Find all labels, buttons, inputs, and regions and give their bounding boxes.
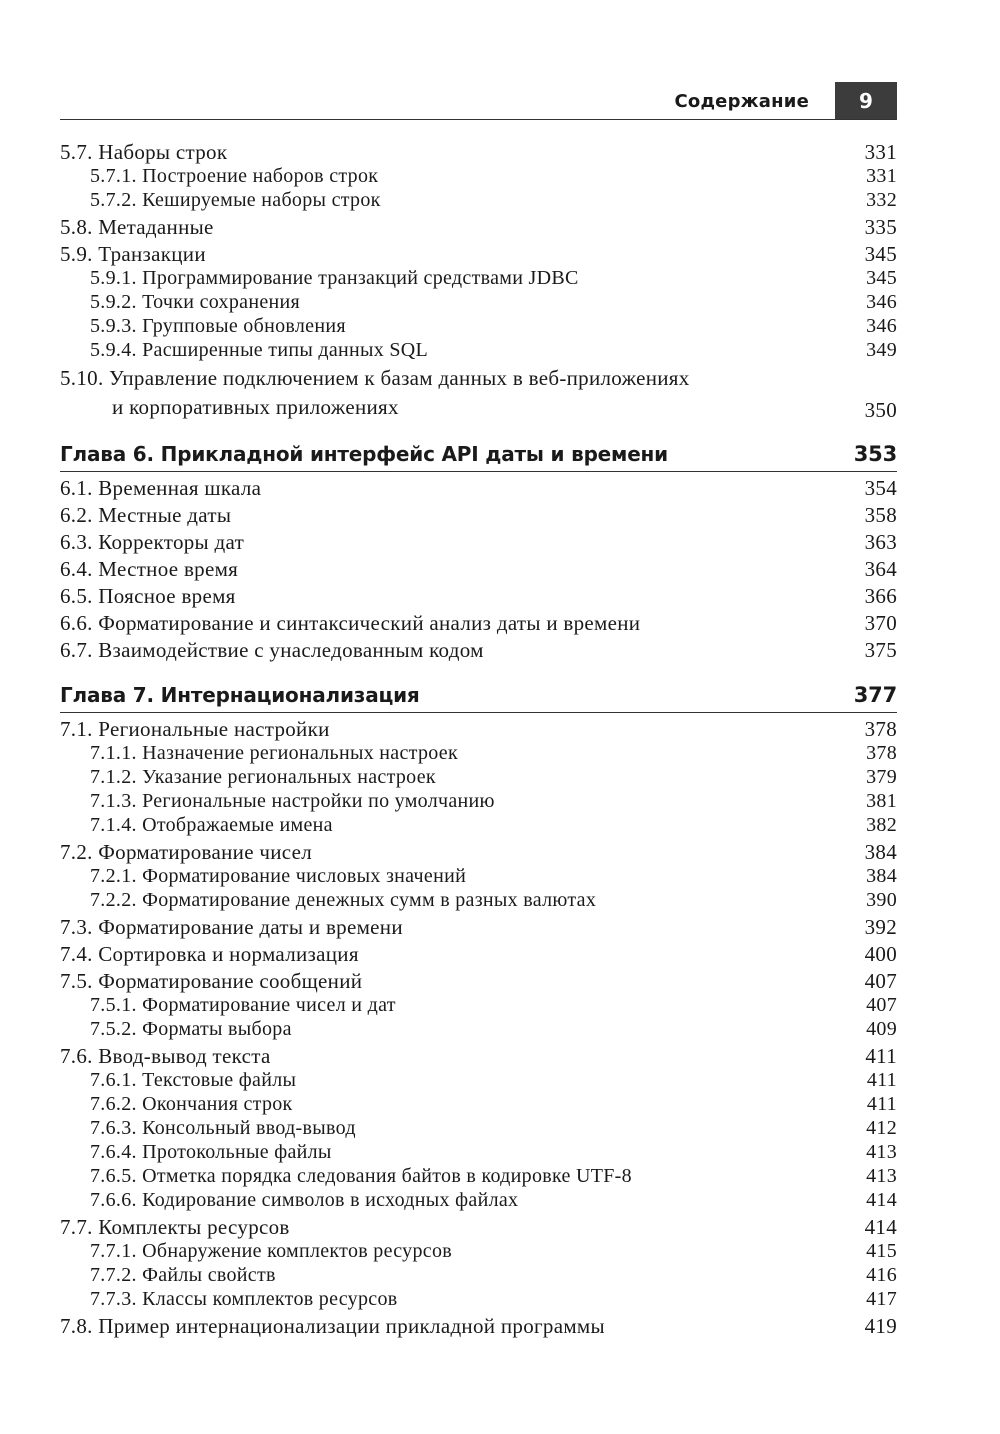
header-rule	[60, 119, 897, 120]
toc-entry-page: 379	[866, 766, 897, 788]
toc-entry[interactable]	[60, 813, 897, 837]
toc-entry[interactable]	[60, 314, 897, 338]
toc-entry[interactable]	[60, 942, 897, 966]
toc-entry[interactable]	[60, 969, 897, 993]
toc-entry[interactable]	[60, 266, 897, 290]
toc-entry-page: 346	[866, 315, 897, 337]
toc-entry-title: 7.7.1. Обнаружение комплектов ресурсов	[90, 1240, 453, 1262]
chapter-page: 353	[853, 442, 897, 466]
running-header	[60, 82, 897, 120]
toc-entry[interactable]	[60, 789, 897, 813]
toc-entry-title: 7.6.3. Консольный ввод-вывод	[90, 1117, 356, 1139]
toc-entry-title: 6.7. Взаимодействие с унаследованным кодом	[60, 638, 484, 662]
toc-entry-page: 331	[864, 140, 897, 164]
toc-entry-title: 7.6.4. Протокольные файлы	[90, 1141, 332, 1163]
toc-entry-page: 417	[866, 1288, 897, 1310]
toc-entry-title: 7.7.3. Классы комплектов ресурсов	[90, 1288, 398, 1310]
toc-entry[interactable]	[60, 1314, 897, 1338]
toc-entry-page: 358	[864, 503, 897, 527]
toc-entry-title: 7.2.1. Форматирование числовых значений	[90, 865, 467, 887]
toc-entry[interactable]	[60, 1017, 897, 1041]
toc-entry-page: 370	[864, 611, 897, 635]
toc-entry[interactable]	[60, 915, 897, 939]
toc-entry-page: 331	[866, 165, 897, 187]
toc-entry-page: 392	[864, 915, 897, 939]
toc-entry-title: 6.6. Форматирование и синтаксический анализ даты и времени	[60, 611, 641, 635]
toc-entry[interactable]	[60, 1287, 897, 1311]
toc-entry-title: 7.5.2. Форматы выбора	[90, 1018, 292, 1040]
toc-entry-page: 345	[864, 242, 897, 266]
toc-entry-page: 419	[864, 1314, 897, 1338]
toc-entry-page: 416	[866, 1264, 897, 1286]
toc-entry-title: 7.1.3. Региональные настройки по умолчанию	[90, 790, 495, 812]
toc-entry-title: 6.3. Корректоры дат	[60, 530, 245, 554]
toc-entry[interactable]	[60, 888, 897, 912]
toc-entry-title: 6.5. Поясное время	[60, 584, 236, 608]
toc-entry-page: 354	[864, 476, 897, 500]
toc-entry[interactable]	[60, 1116, 897, 1140]
toc-entry-title: 6.2. Местные даты	[60, 503, 232, 527]
toc-entry-page: 400	[864, 942, 897, 966]
toc-entry-page: 412	[866, 1117, 897, 1139]
toc-entry[interactable]	[60, 290, 897, 314]
toc-entry[interactable]	[60, 864, 897, 888]
toc-entry-title: 5.8. Метаданные	[60, 215, 214, 239]
toc-entry-page: 384	[866, 865, 897, 887]
toc-entry-title: 5.9.3. Групповые обновления	[90, 315, 346, 337]
toc-entry-page: 414	[864, 1215, 897, 1239]
toc-entry-page: 345	[866, 267, 897, 289]
toc-entry-page: 409	[866, 1018, 897, 1040]
toc-entry-title: 7.6.6. Кодирование символов в исходных файлах	[90, 1189, 519, 1211]
toc-entry[interactable]	[60, 1164, 897, 1188]
toc-entry-title: 5.7. Наборы строк	[60, 140, 228, 164]
toc-entry[interactable]	[60, 557, 897, 581]
toc-entry[interactable]	[60, 364, 897, 422]
toc-entry-page: 350	[864, 398, 897, 422]
toc-entry-title: 7.5. Форматирование сообщений	[60, 969, 363, 993]
toc-entry-title: 7.6.1. Текстовые файлы	[90, 1069, 297, 1091]
header-title: Содержание	[674, 91, 809, 112]
toc-entry[interactable]	[60, 1044, 897, 1068]
toc-entry[interactable]	[60, 140, 897, 164]
toc-entry[interactable]	[60, 584, 897, 608]
toc-entry-page: 346	[866, 291, 897, 313]
toc-entry[interactable]	[60, 1092, 897, 1116]
toc-entry-title: 7.1.1. Назначение региональных настроек	[90, 742, 458, 764]
toc-entry-page: 390	[866, 889, 897, 911]
toc-entry[interactable]	[60, 1068, 897, 1092]
toc-entry-page: 413	[866, 1141, 897, 1163]
toc-entry-title: 7.4. Сортировка и нормализация	[60, 942, 359, 966]
toc-chapter-7[interactable]	[60, 683, 897, 713]
toc-entry-page: 332	[866, 189, 897, 211]
toc-entry-title: 7.5.1. Форматирование чисел и дат	[90, 994, 396, 1016]
toc-entry-title: 7.2. Форматирование чисел	[60, 840, 313, 864]
toc-entry-page: 349	[866, 339, 897, 361]
toc-entry-title: 7.7. Комплекты ресурсов	[60, 1215, 290, 1239]
table-of-contents	[60, 140, 897, 1338]
toc-entry-page: 407	[864, 969, 897, 993]
toc-entry[interactable]	[60, 215, 897, 239]
toc-entry[interactable]	[60, 840, 897, 864]
toc-entry-title: 5.7.1. Построение наборов строк	[90, 165, 379, 187]
toc-entry-title-line2: и корпоративных приложениях	[112, 395, 399, 419]
toc-entry-title	[60, 364, 853, 422]
toc-entry-page: 363	[864, 530, 897, 554]
toc-entry-page: 415	[866, 1240, 897, 1262]
toc-entry-page: 364	[864, 557, 897, 581]
toc-entry-page: 366	[864, 584, 897, 608]
toc-entry-page: 335	[864, 215, 897, 239]
toc-entry-page: 411	[866, 1069, 897, 1091]
toc-entry-title: 5.7.2. Кешируемые наборы строк	[90, 189, 381, 211]
toc-entry[interactable]	[60, 611, 897, 635]
toc-entry-title: 7.6. Ввод-вывод текста	[60, 1044, 271, 1068]
toc-entry[interactable]	[60, 530, 897, 554]
toc-entry[interactable]	[60, 188, 897, 212]
toc-entry-title: 7.3. Форматирование даты и времени	[60, 915, 403, 939]
toc-entry-page: 378	[866, 742, 897, 764]
chapter-title: Глава 7. Интернационализация	[60, 683, 420, 707]
toc-entry-page: 378	[864, 717, 897, 741]
toc-entry-page: 411	[866, 1093, 897, 1115]
toc-entry[interactable]	[60, 338, 897, 362]
toc-entry-title: 6.1. Временная шкала	[60, 476, 262, 500]
toc-entry[interactable]	[60, 1188, 897, 1212]
toc-entry-page: 407	[866, 994, 897, 1016]
toc-entry[interactable]	[60, 503, 897, 527]
toc-entry-title: 7.1. Региональные настройки	[60, 717, 330, 741]
toc-entry[interactable]	[60, 993, 897, 1017]
toc-entry-title: 5.9.1. Программирование транзакций средствами JDBC	[90, 267, 579, 289]
toc-entry-title-line1: 5.10. Управление подключением к базам данных в веб-приложениях	[60, 366, 690, 390]
toc-entry[interactable]	[60, 717, 897, 741]
page-number-badge: 9	[835, 82, 897, 120]
toc-entry[interactable]	[60, 164, 897, 188]
toc-entry[interactable]	[60, 741, 897, 765]
toc-entry[interactable]	[60, 1239, 897, 1263]
toc-entry-title: 7.6.5. Отметка порядка следования байтов в кодировке UTF-8	[90, 1165, 632, 1187]
toc-entry-title: 7.6.2. Окончания строк	[90, 1093, 293, 1115]
toc-entry-title: 7.1.2. Указание региональных настроек	[90, 766, 436, 788]
toc-entry-title: 7.2.2. Форматирование денежных сумм в разных валютах	[90, 889, 597, 911]
toc-entry-page: 384	[864, 840, 897, 864]
toc-entry-page: 375	[864, 638, 897, 662]
toc-entry[interactable]	[60, 1263, 897, 1287]
toc-entry[interactable]	[60, 476, 897, 500]
toc-entry-title: 7.8. Пример интернационализации прикладной программы	[60, 1314, 605, 1338]
toc-entry-title: 5.9.2. Точки сохранения	[90, 291, 301, 313]
toc-entry[interactable]	[60, 765, 897, 789]
toc-entry[interactable]	[60, 1215, 897, 1239]
toc-entry-title: 7.7.2. Файлы свойств	[90, 1264, 276, 1286]
toc-entry-page: 413	[866, 1165, 897, 1187]
toc-entry-page: 381	[866, 790, 897, 812]
chapter-title: Глава 6. Прикладной интерфейс API даты и времени	[60, 442, 668, 466]
toc-entry[interactable]	[60, 638, 897, 662]
toc-entry-page: 414	[866, 1189, 897, 1211]
toc-entry-page: 411	[865, 1044, 897, 1068]
toc-chapter-6[interactable]	[60, 442, 897, 472]
toc-entry-title: 5.9.4. Расширенные типы данных SQL	[90, 339, 429, 361]
toc-entry-title: 7.1.4. Отображаемые имена	[90, 814, 333, 836]
toc-entry-title: 5.9. Транзакции	[60, 242, 206, 266]
toc-entry[interactable]	[60, 242, 897, 266]
chapter-page: 377	[853, 683, 897, 707]
toc-entry[interactable]	[60, 1140, 897, 1164]
toc-entry-title: 6.4. Местное время	[60, 557, 239, 581]
toc-entry-page: 382	[866, 814, 897, 836]
